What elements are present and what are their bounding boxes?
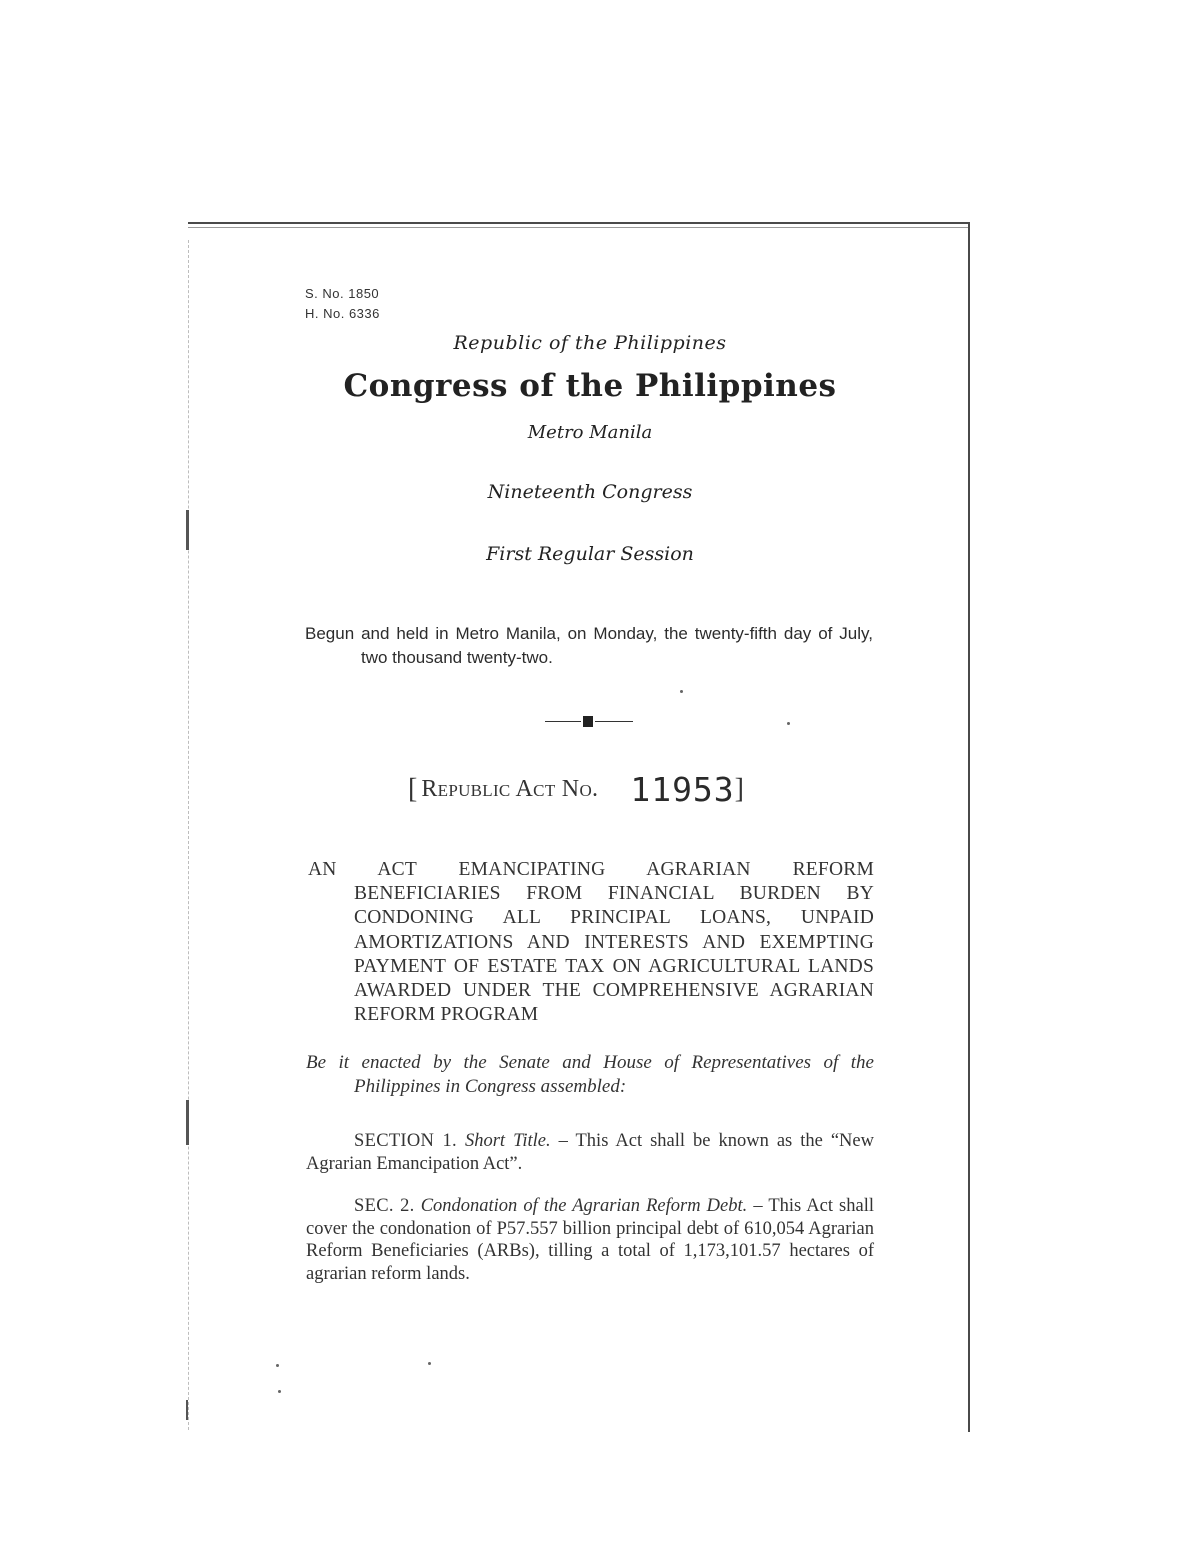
scan-mark [186, 1400, 188, 1420]
page-border-right [968, 222, 970, 1432]
republic-act-number-line [408, 770, 744, 809]
scan-speck [428, 1362, 431, 1365]
close-bracket: ] [734, 773, 744, 805]
house-bill-number: H. No. 6336 [305, 306, 380, 321]
congress-number-heading: Nineteenth Congress [487, 481, 693, 503]
enacting-clause: Be it enacted by the Senate and House of Representatives of the Philippines in Congress assembled: [306, 1052, 874, 1097]
section-2-heading: Condonation of the Agrarian Reform Debt. [420, 1196, 748, 1216]
republic-act-number: 11953 [630, 770, 735, 809]
page-border-left [188, 240, 189, 1430]
scan-mark [186, 510, 189, 550]
open-bracket: [ [408, 773, 418, 805]
act-title: AN ACT EMANCIPATING AGRARIAN REFORM BENEFICIARIES FROM FINANCIAL BURDEN BY CONDONING ALL PRINCIPAL LOANS, UNPAID AMORTIZATIONS AND INTERESTS AND EXEMPTING PAYMENT OF ESTATE TAX ON AGRICULTURAL LANDS AWARDED UNDER THE COMPREHENSIVE AGRARIAN REFORM PROGRAM [308, 859, 874, 1026]
location-heading: Metro Manila [527, 422, 653, 443]
scan-speck [680, 690, 683, 693]
scan-mark [186, 1100, 189, 1145]
session-heading: First Regular Session [486, 543, 694, 565]
republic-act-label: Republic Act No. [421, 776, 599, 802]
page-border-top [188, 222, 970, 224]
republic-heading: Republic of the Philippines [453, 332, 727, 354]
senate-bill-number: S. No. 1850 [305, 286, 380, 301]
section-1-text: – This Act shall be known as the “New Agrarian Emancipation Act”. [306, 1131, 874, 1174]
section-2-label: SEC. 2. [354, 1196, 415, 1216]
section-1 [306, 1130, 874, 1175]
congress-heading: Congress of the Philippines [343, 368, 837, 404]
scan-speck [276, 1364, 279, 1367]
begun-statement: Begun and held in Metro Manila, on Monday, the twenty-fifth day of July, two thousand twenty-two. [305, 624, 873, 667]
divider-ornament [545, 714, 633, 730]
section-2-text: – This Act shall cover the condonation of P57.557 billion principal debt of 610,054 Agrarian Reform Beneficiaries (ARBs), tilling a total of 1,173,101.57 hectares of agrarian reform lands. [306, 1196, 874, 1284]
section-2 [306, 1195, 874, 1285]
section-1-label: SECTION 1. [354, 1131, 457, 1151]
page-border-top-inner [188, 227, 970, 228]
scan-speck [787, 722, 790, 725]
scan-speck [278, 1390, 281, 1393]
section-1-heading: Short Title. [464, 1131, 551, 1151]
bill-numbers [305, 284, 380, 324]
